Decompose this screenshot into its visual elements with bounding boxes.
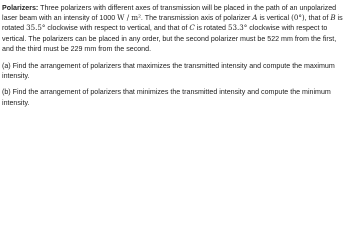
- angle-b: 35.5°: [26, 23, 46, 33]
- problem-sentence-1: Three polarizers with different axes of transmission will be placed in the path of an unpolarized laser beam with an intensity of 1000: [2, 4, 337, 23]
- problem-sentence-6: clockwise with respect to vertical, and that of: [47, 24, 188, 33]
- problem-sentence-7: is rotated: [196, 24, 226, 33]
- angle-c: 53.3°: [227, 23, 248, 33]
- angle-a: (0°): [291, 13, 305, 23]
- polarizer-a-label: A: [252, 13, 258, 23]
- question-part-a: (a) Find the arrangement of polarizers that maximizes the transmitted intensity and compute the maximum intensity.: [2, 62, 335, 81]
- problem-statement: [2, 3, 346, 54]
- problem-sentence-3: is vertical: [259, 14, 290, 23]
- problem-lead: Polarizers:: [2, 4, 39, 12]
- polarizer-b-label: B: [330, 13, 336, 23]
- problem-sentence-2: . The transmission axis of polarizer: [140, 14, 251, 23]
- problem-sentence-8: clockwise with respect to vertical. The polarizers can be placed in any order, but the second polarizer must be 522 mm from the first, and the third must be 229 mm from the second.: [2, 24, 337, 53]
- problem-sentence-5: is rotated: [2, 14, 343, 33]
- question-part-b: (b) Find the arrangement of polarizers that minimizes the transmitted intensity and compute the minimum intensity.: [2, 88, 331, 107]
- intensity-unit: W / m²: [117, 13, 141, 23]
- problem-sentence-4: , that of: [304, 14, 329, 23]
- polarizer-c-label: C: [189, 23, 195, 33]
